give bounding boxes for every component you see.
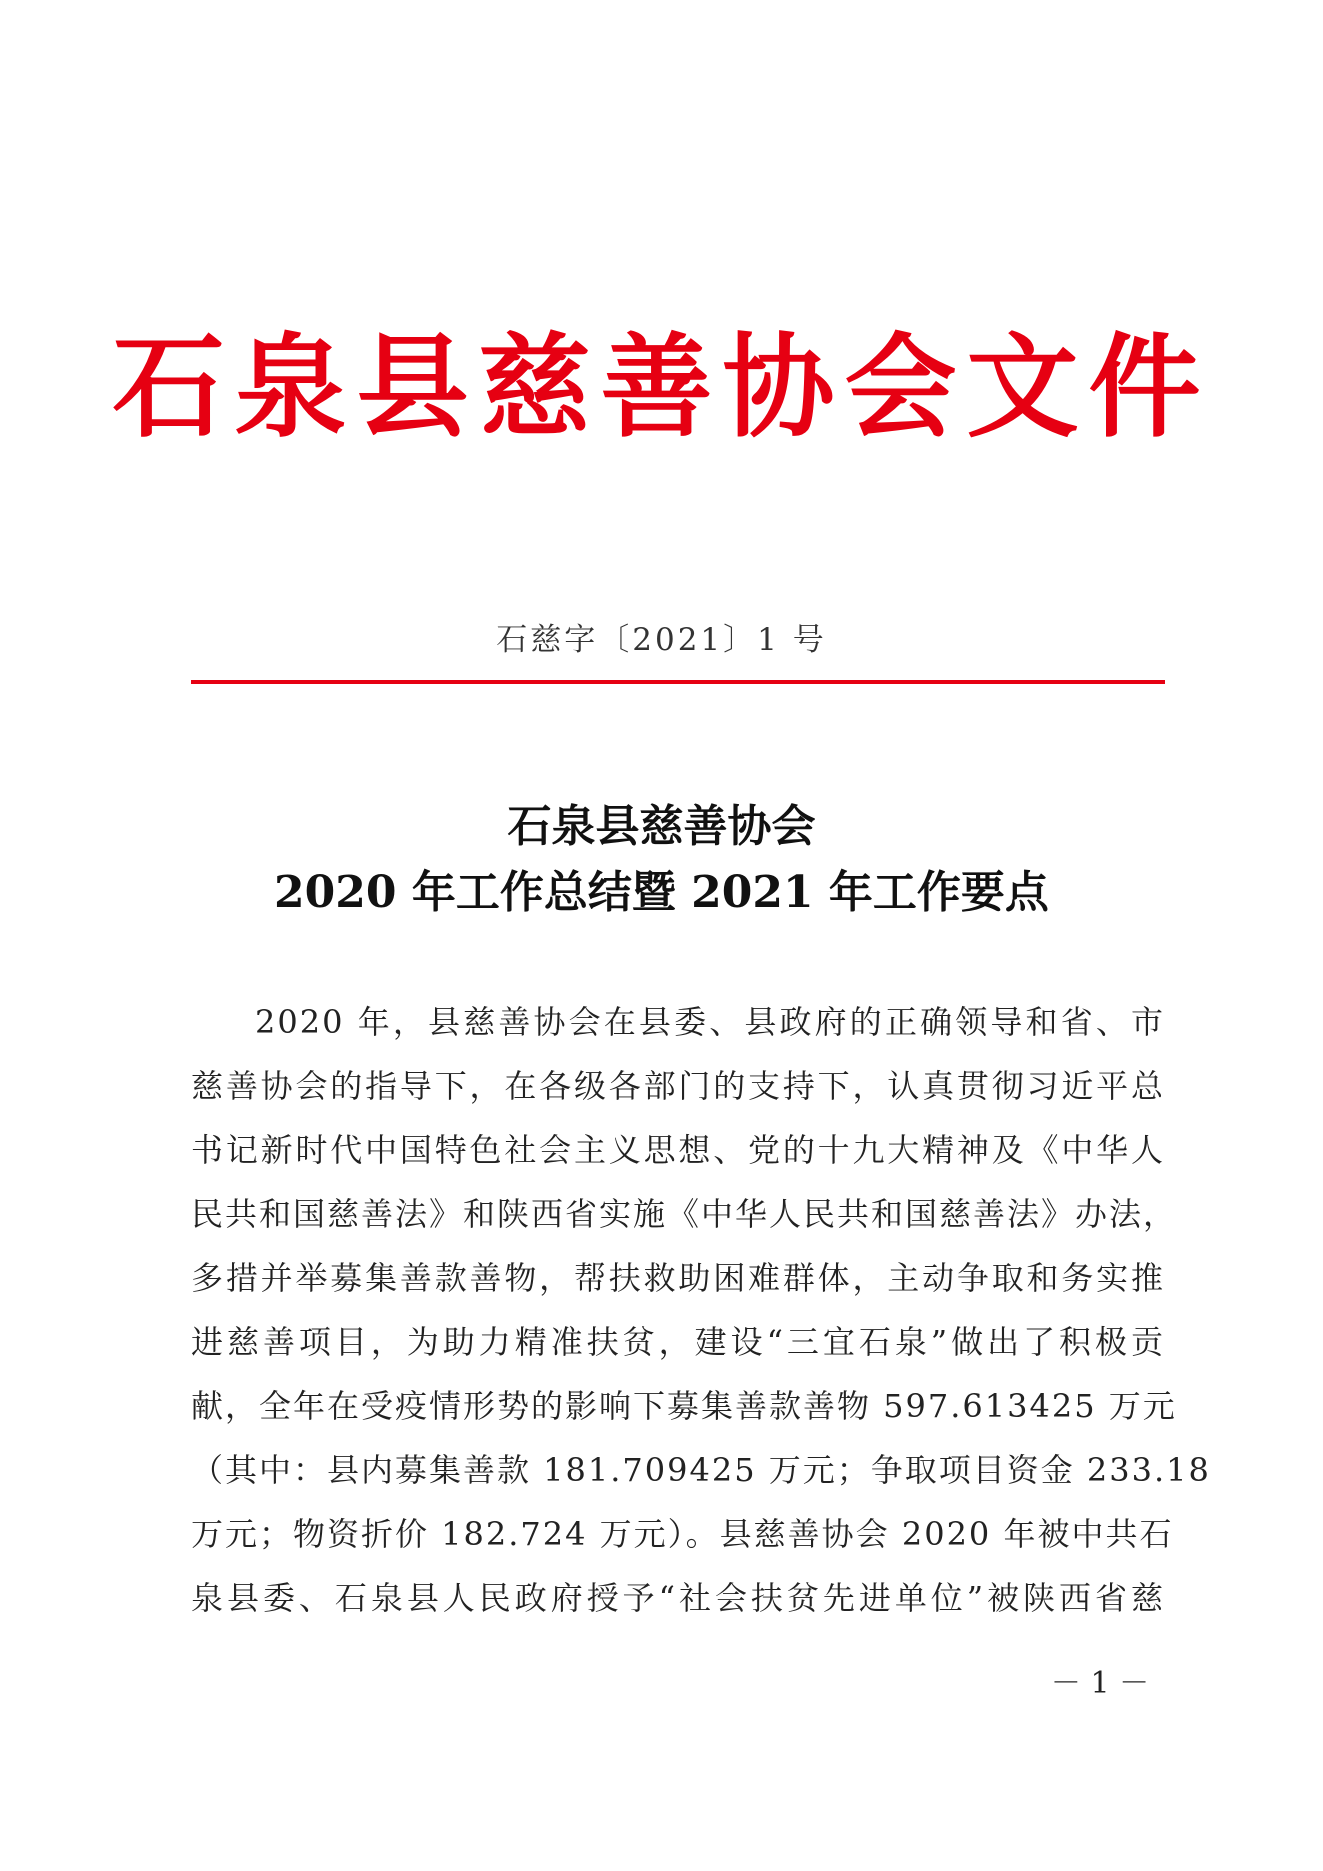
red-header-title: 石泉县慈善协会文件 xyxy=(112,322,1211,453)
body-line: 泉县委、石泉县人民政府授予“社会扶贫先进单位”被陕西省慈 xyxy=(191,1579,1165,1617)
body-line: 民共和国慈善法》和陕西省实施《中华人民共和国慈善法》办法， xyxy=(191,1195,1178,1233)
body-line: 献，全年在受疫情形势的影响下募集善款善物 597.613425 万元 xyxy=(191,1387,1177,1425)
body-line: 万元；物资折价 182.724 万元）。县慈善协会 2020 年被中共石 xyxy=(191,1515,1174,1553)
body-line: （其中：县内募集善款 181.709425 万元；争取项目资金 233.18 xyxy=(191,1451,1211,1489)
document-title xyxy=(0,794,1323,926)
document-number: 石慈字〔2021〕1 号 xyxy=(496,622,827,658)
body-line: 多措并举募集善款善物，帮扶救助困难群体，主动争取和务实推 xyxy=(191,1259,1165,1297)
body-paragraph xyxy=(191,990,1211,1630)
body-line: 书记新时代中国特色社会主义思想、党的十九大精神及《中华人 xyxy=(191,1131,1165,1169)
title-line-2: 2020 年工作总结暨 2021 年工作要点 xyxy=(274,867,1049,918)
body-line: 2020 年，县慈善协会在县委、县政府的正确领导和省、市 xyxy=(255,1003,1165,1041)
body-line: 进慈善项目，为助力精准扶贫，建设“三宜石泉”做出了积极贡 xyxy=(191,1323,1165,1361)
title-line-1: 石泉县慈善协会 xyxy=(507,801,816,852)
page-number: － 1 － xyxy=(1050,1666,1150,1701)
body-line: 慈善协会的指导下，在各级各部门的支持下，认真贯彻习近平总 xyxy=(191,1067,1165,1105)
red-divider-line xyxy=(191,680,1165,684)
